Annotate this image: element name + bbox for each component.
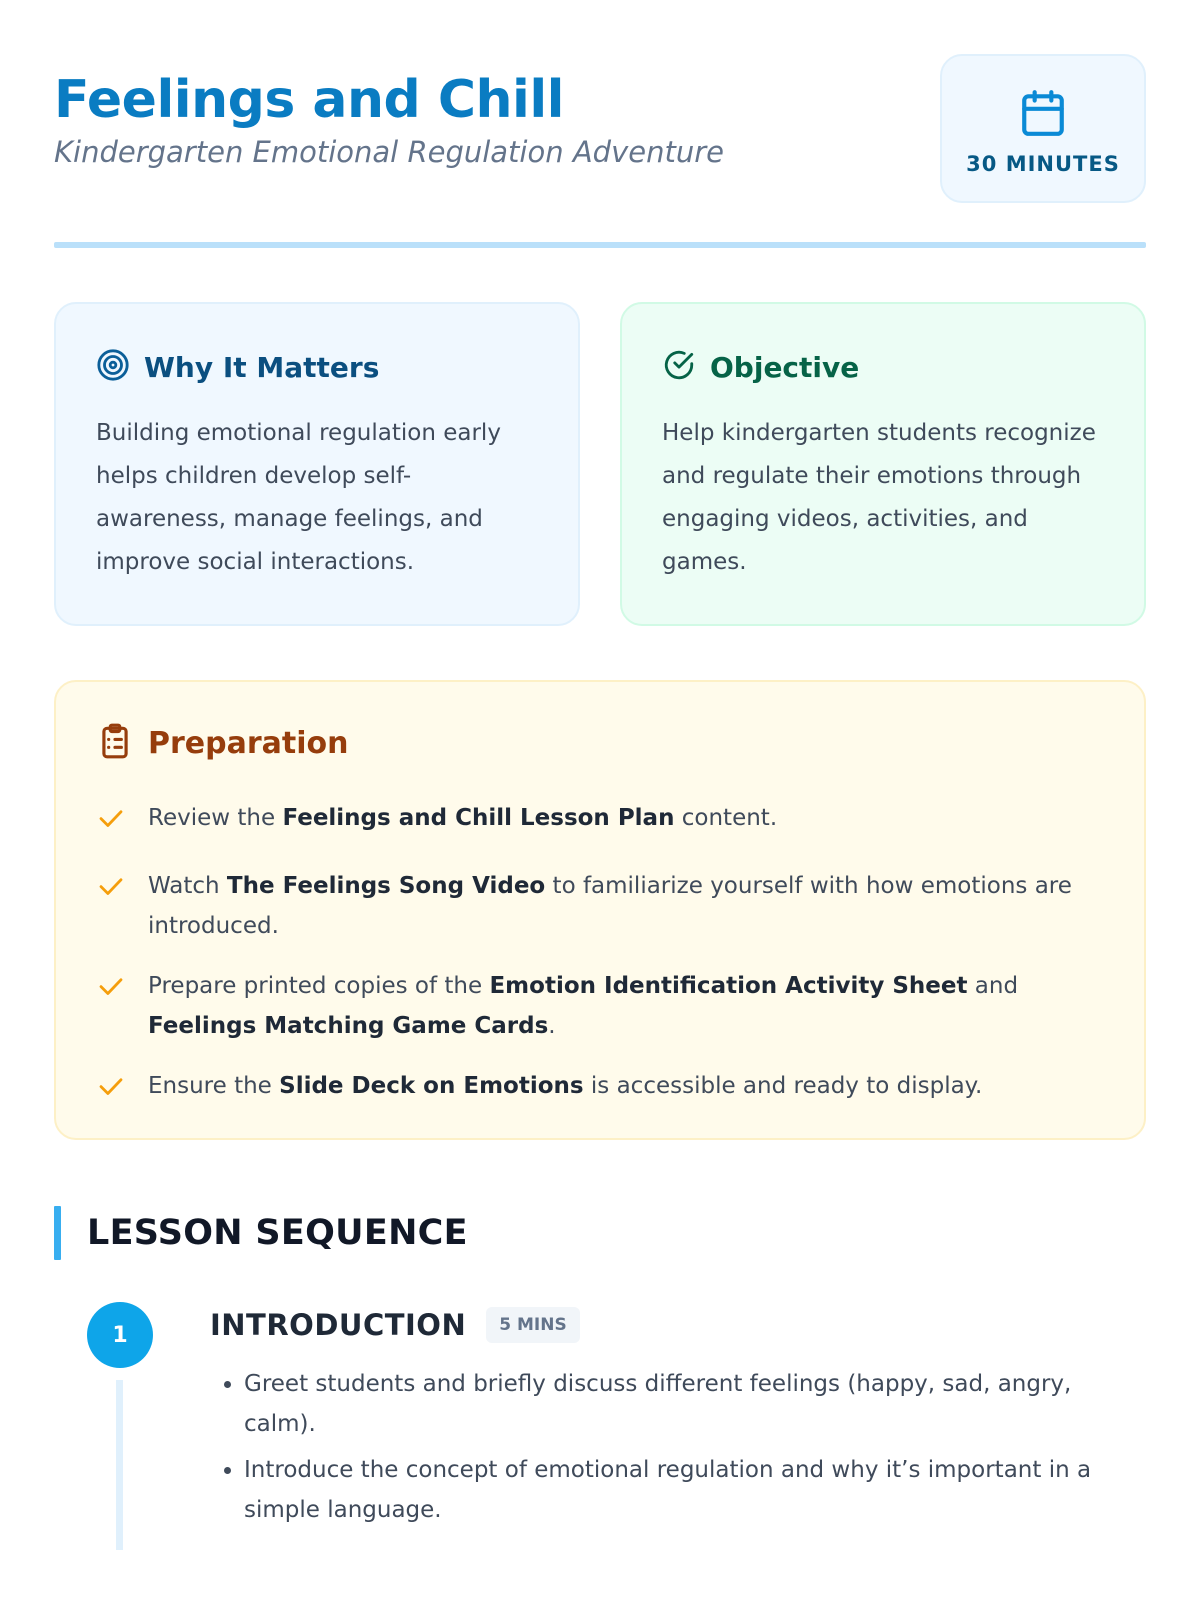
preparation-item-text: Prepare printed copies of the Emotion Identification Activity Sheet and Feelings Matching Game Cards. [148, 973, 1019, 1039]
preparation-title: Preparation [148, 725, 349, 761]
header-divider [54, 242, 1146, 248]
checkmark-icon [96, 866, 126, 914]
check-circle-icon [662, 348, 696, 386]
why-it-matters-card [54, 302, 580, 626]
list-item: • Greet students and briefly discuss different feelings (happy, sad, angry, calm). [244, 1364, 1146, 1444]
section-accent-bar [54, 1206, 61, 1260]
lesson-step [54, 1302, 1146, 1552]
preparation-card [54, 680, 1146, 1140]
step-title: INTRODUCTION [210, 1308, 467, 1342]
why-card-title: Why It Matters [144, 350, 380, 384]
preparation-item-text: Review the Feelings and Chill Lesson Plan content. [148, 805, 778, 831]
duration-badge [940, 54, 1146, 203]
list-item [96, 866, 1104, 946]
step-number: 1 [87, 1302, 153, 1368]
clipboard-icon [96, 722, 134, 764]
page-subtitle: Kindergarten Emotional Regulation Adventure [54, 135, 724, 170]
preparation-item-text: Ensure the Slide Deck on Emotions is accessible and ready to display. [148, 1073, 983, 1099]
list-item: • Introduce the concept of emotional regulation and why it’s important in a simple language. [244, 1450, 1146, 1530]
duration-label: 30 MINUTES [966, 151, 1120, 176]
lesson-sequence-header [54, 1206, 1146, 1260]
why-card-header [96, 348, 538, 386]
preparation-header [96, 722, 1104, 764]
objective-card-body: Help kindergarten students recognize and regulate their emotions through engaging videos, activities, and games. [662, 420, 1096, 575]
title-block [54, 54, 724, 169]
checkmark-icon [96, 1066, 126, 1114]
step-header [210, 1302, 1146, 1348]
checkmark-icon [96, 966, 126, 1014]
preparation-list [96, 798, 1104, 1114]
step-bullets [210, 1364, 1146, 1530]
calendar-icon [1018, 82, 1068, 152]
preparation-item-text: Watch The Feelings Song Video to familiarize yourself with how emotions are introduced. [148, 873, 1072, 939]
why-card-body: Building emotional regulation early helps children develop self-awareness, manage feelings, and improve social interactions. [96, 420, 501, 575]
checkmark-icon [96, 798, 126, 846]
objective-card-header [662, 348, 1104, 386]
target-icon [96, 348, 130, 386]
lesson-sequence-title: LESSON SEQUENCE [87, 1213, 468, 1253]
duration-tag: 5 MINS [486, 1307, 579, 1343]
objective-card [620, 302, 1146, 626]
list-item [96, 1066, 1104, 1114]
page-title: Feelings and Chill [54, 70, 564, 130]
header [54, 54, 1146, 204]
objective-card-title: Objective [710, 350, 860, 384]
list-item [96, 798, 1104, 846]
info-cards [54, 302, 1146, 626]
list-item [96, 966, 1104, 1046]
timeline-line [116, 1380, 123, 1550]
